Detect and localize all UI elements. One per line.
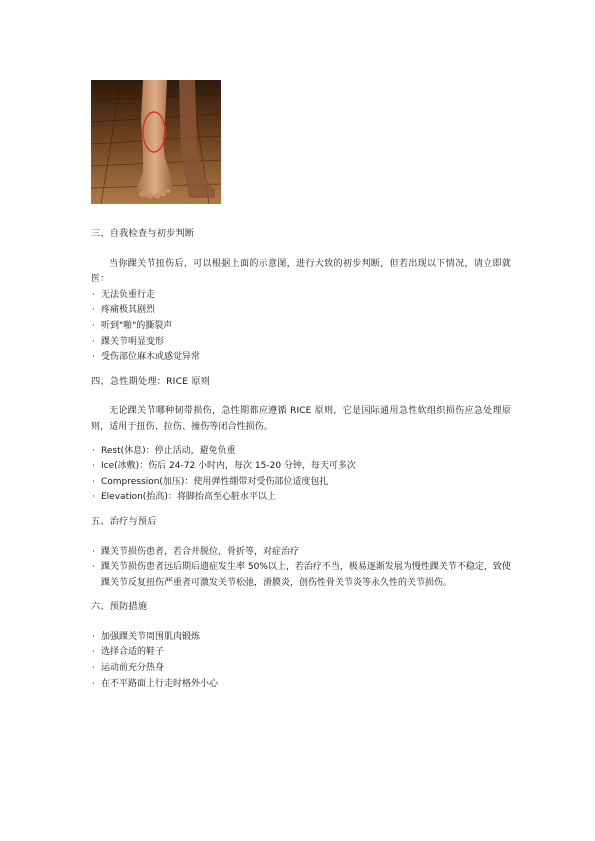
section-paragraph: 当你踝关节扭伤后，可以根据上面的示意图，进行大致的初步判断，但若出现以下情况，请立即就医：	[91, 258, 511, 285]
treatment-list	[91, 545, 511, 592]
list-item: · Ice(冰敷)：伤后 24-72 小时内，每次 15-20 分钟，每天可多次	[91, 459, 511, 475]
list-item: · 加强踝关节周围肌肉锻炼	[91, 630, 511, 646]
section-heading: 三、自我检查与初步判断	[91, 228, 195, 239]
section-heading: 四、急性期处理：RICE 原则	[91, 375, 211, 387]
list-item: · 疼痛极其剧烈	[91, 303, 511, 319]
document-body	[91, 226, 511, 692]
list-item: · 踝关节明显变形	[91, 335, 511, 351]
ankle-photo	[91, 80, 221, 204]
list-item: · 听到"啪"的撕裂声	[91, 319, 511, 335]
section-self-check	[91, 226, 511, 366]
ankle-illustration	[91, 80, 221, 204]
list-item: · 运动前充分热身	[91, 661, 511, 677]
list-item: · 受伤部位麻木或感觉异常	[91, 350, 511, 366]
rice-list	[91, 444, 511, 506]
section-rice	[91, 374, 511, 506]
section-heading: 五、治疗与预后	[91, 515, 157, 527]
list-item: · 在不平路面上行走时格外小心	[91, 677, 511, 693]
prevention-list	[91, 630, 511, 692]
list-item: · 踝关节损伤患者，若合并脱位，骨折等，对症治疗	[91, 545, 511, 561]
section-heading: 六、预防措施	[91, 601, 148, 613]
list-item: · Compression(加压)：使用弹性绷带对受伤部位适度包扎	[91, 475, 511, 491]
warning-list	[91, 288, 511, 366]
list-item: · 无法负重行走	[91, 288, 511, 304]
list-item: · 踝关节损伤患者远后期后遗症发生率 50%以上，若治疗不当，极易逐渐发展为慢性踝关节不稳定，致使踝关节反复扭伤严重者可激发关节松弛，滑膜炎，创伤性骨关节炎等永久性的关节损伤。	[91, 560, 511, 591]
list-item: · Elevation(抬高)：将脚抬高至心脏水平以上	[91, 490, 511, 506]
list-item: · 选择合适的鞋子	[91, 645, 511, 661]
section-prevention	[91, 599, 511, 692]
section-paragraph: 无论踝关节哪种韧带损伤，急性期都应遵循 RICE 原则，它是国际通用急性软组织损伤应急处理原则，适用于扭伤、拉伤、撞伤等闭合性损伤。	[91, 406, 511, 432]
section-treatment	[91, 514, 511, 591]
list-item: · Rest(休息)：停止活动，避免负重	[91, 444, 511, 460]
